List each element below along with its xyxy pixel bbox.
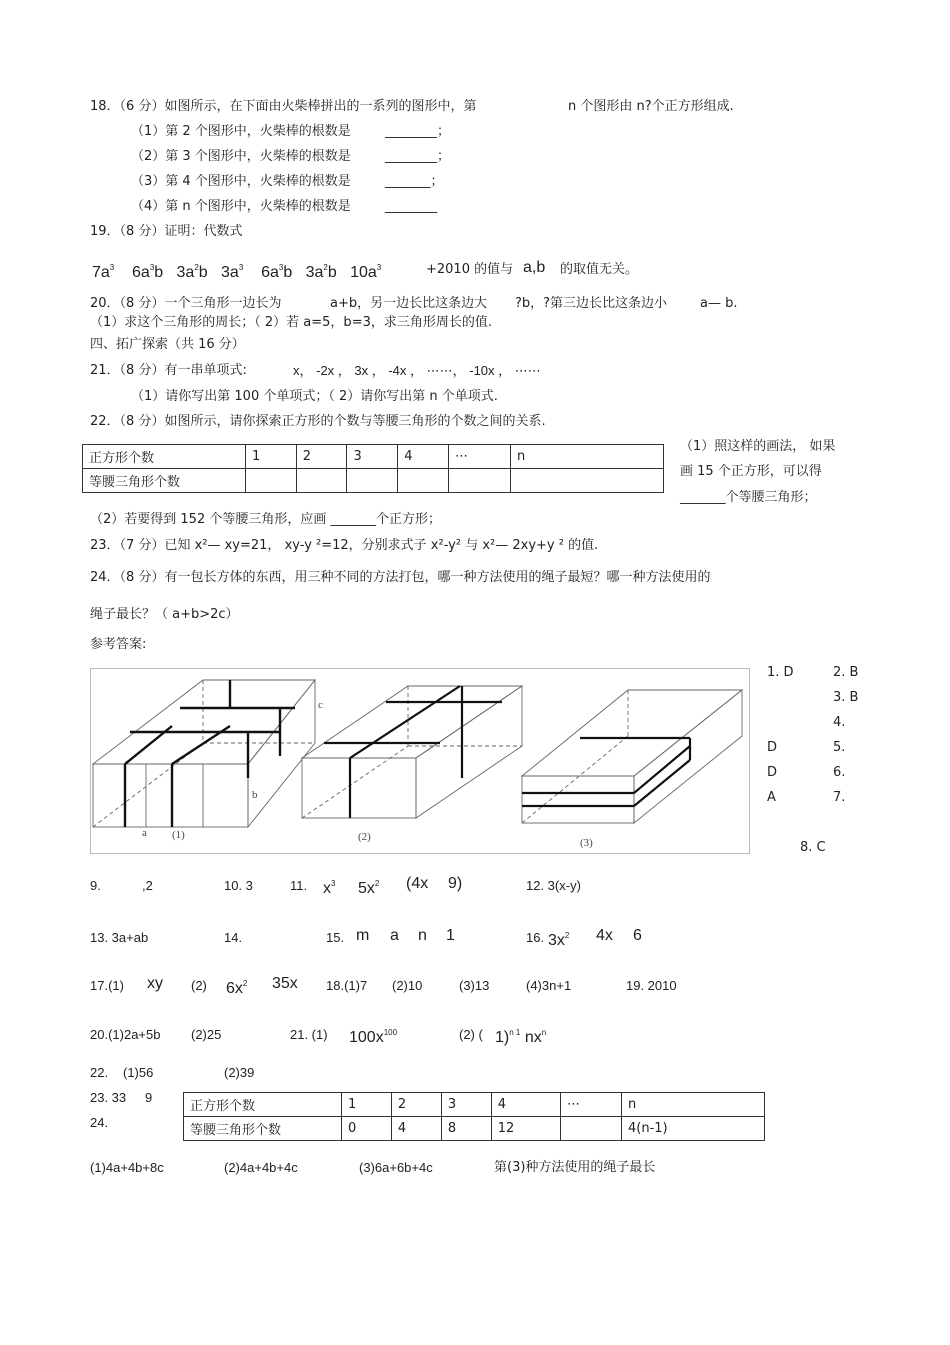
table-cell: 4 — [391, 1117, 441, 1141]
table-cell — [296, 469, 347, 493]
ans-14: 14. — [224, 930, 243, 945]
ans-23: 23. 33 — [90, 1090, 127, 1105]
ans-11-term-2: $5x^2$ — [358, 879, 380, 897]
q19-stem: 19．（8 分）证明：代数式 — [90, 224, 243, 239]
table-cell: 3 — [441, 1093, 491, 1117]
table-cell: 4(n-1) — [622, 1117, 765, 1141]
q18-blank-2: ________； — [385, 149, 451, 164]
table-cell: 等腰三角形个数 — [83, 469, 246, 493]
q18-blank-4: ________ — [385, 199, 437, 214]
ans-18-4: (4)3n+1 — [526, 978, 572, 993]
mc-answer-4: 4. — [833, 715, 846, 730]
table-cell: 1 — [246, 445, 297, 469]
ans-24-conclusion: 第(3)种方法使用的绳子最长 — [494, 1160, 656, 1175]
mc-answer-3: 3. B — [833, 690, 859, 705]
label-c: c — [318, 699, 323, 711]
q22-table-row — [83, 469, 664, 493]
q21-sub: （1）请你写出第 100 个单项式；（ 2）请你写出第 n 个单项式. — [131, 389, 498, 404]
ans-17-2-label: (2) — [191, 978, 207, 993]
q18-item-2: （2）第 3 个图形中，火柴棒的根数是 — [131, 149, 351, 164]
mc-answer-5: 5. — [833, 740, 846, 755]
ans-10: 10. 3 — [224, 878, 253, 893]
ans-13: 13. 3a+ab — [90, 930, 149, 945]
label-fig-3: (3) — [580, 837, 593, 849]
ans-17-1: xy — [147, 975, 163, 992]
table-cell: 4 — [491, 1093, 560, 1117]
q18-item-1: （1）第 2 个图形中，火柴棒的根数是 — [131, 124, 351, 139]
q18-blank-3: _______； — [385, 174, 444, 189]
table-cell: 4 — [398, 445, 449, 469]
q22-side-2: 画 15 个正方形，可以得 — [680, 464, 822, 479]
table-cell — [511, 469, 664, 493]
ans-9-value: ,2 — [142, 878, 153, 893]
q19-tail-1: +2010 的值与 — [426, 262, 514, 277]
q20-stem: 20．（8 分）一个三角形一边长为 — [90, 296, 282, 311]
table-cell: n — [622, 1093, 765, 1117]
q22-stem: 22．（8 分）如图所示，请你探索正方形的个数与等腰三角形的个数之间的关系. — [90, 414, 546, 429]
ans-15-n: n — [418, 927, 427, 944]
ans-15-1: 1 — [446, 927, 455, 944]
mc-answer-6: 6. — [833, 765, 846, 780]
ans-21-2-label: (2) ( — [459, 1027, 483, 1042]
table-cell: 1 — [342, 1093, 392, 1117]
table-cell: 正方形个数 — [83, 445, 246, 469]
ans-12: 12. 3(x-y) — [526, 878, 581, 893]
ans-15-m: m — [356, 927, 370, 944]
mc-answer-8: 8. C — [800, 840, 826, 855]
q23-text: 23．（7 分）已知 x²— xy=21， xy-y ²=12，分别求式子 x²-y² 与 x²— 2xy+y ² 的值. — [90, 538, 599, 553]
mc-answer-6-value: A — [767, 790, 776, 805]
ans-11-term-1: $x^3$ — [323, 879, 336, 897]
table-cell: 等腰三角形个数 — [184, 1117, 342, 1141]
ans-11-term-3: (4x — [406, 875, 429, 892]
table-cell — [561, 1117, 622, 1141]
ans-21-1-label: 21. (1) — [290, 1027, 328, 1042]
mc-answer-1: 1. D — [767, 665, 794, 680]
table-cell: 2 — [391, 1093, 441, 1117]
ans-24: 24. — [90, 1115, 109, 1130]
answer-table-row — [184, 1093, 765, 1117]
answer-table — [183, 1092, 765, 1141]
box-1 — [93, 680, 315, 827]
q19-vars: a,b — [523, 259, 546, 276]
ans-15: 15. — [326, 930, 345, 945]
mc-answer-7: 7. — [833, 790, 846, 805]
ans-18-2: (2)10 — [392, 978, 423, 993]
box-3 — [522, 690, 742, 823]
table-cell: 2 — [296, 445, 347, 469]
box-2 — [302, 686, 522, 818]
q18-item-3: （3）第 4 个图形中，火柴棒的根数是 — [131, 174, 351, 189]
q21-terms: x， -2x ， 3x ， -4x ， ⋯⋯， -10x ， ⋯⋯ — [293, 363, 541, 378]
ans-24-1: (1)4a+4b+8c — [90, 1160, 164, 1175]
ans-24-2: (2)4a+4b+4c — [224, 1160, 298, 1175]
q21-stem: 21．（8 分）有一串单项式: — [90, 363, 247, 378]
ans-21-1-value: $100x^{100}$ — [349, 1028, 398, 1046]
ans-23-value: 9 — [145, 1090, 153, 1105]
table-cell — [347, 469, 398, 493]
q22-table — [82, 444, 664, 493]
ans-20-2: (2)25 — [191, 1027, 222, 1042]
mc-answer-2: 2. B — [833, 665, 859, 680]
ans-16-term-2: 4x — [596, 927, 613, 944]
ans-20-1: 20.(1)2a+5b — [90, 1027, 161, 1042]
label-fig-2: (2) — [358, 831, 371, 843]
q19-expression: $7a^3$ $6a^3b$ $3a^2b$ $3a^3$ $6a^3b$ $3a^2b$ $10a^3$ — [92, 263, 382, 281]
q22-table-row — [83, 445, 664, 469]
ans-22-1: (1)56 — [123, 1065, 154, 1080]
ans-15-a: a — [390, 927, 399, 944]
table-cell: ⋯ — [561, 1093, 622, 1117]
ans-16: 16. — [526, 930, 545, 945]
table-cell: 3 — [347, 445, 398, 469]
q18-stem: 18．（6 分）如图所示，在下面由火柴棒拼出的一系列的图形中，第 — [90, 99, 477, 114]
mc-answer-4-value: D — [767, 740, 778, 755]
q18-stem-end: n 个图形由 n?个正方形组成. — [568, 99, 734, 114]
section-4-title: 四、拓广探索（共 16 分） — [90, 337, 245, 352]
answers-title: 参考答案: — [90, 637, 147, 652]
ans-17-2-term-2: 35x — [272, 975, 298, 992]
ans-18-1: 18.(1)7 — [326, 978, 368, 993]
ans-18-3: (3)13 — [459, 978, 490, 993]
q22-side-3: _______个等腰三角形； — [680, 490, 817, 505]
label-b: b — [252, 789, 258, 801]
table-cell: 8 — [441, 1117, 491, 1141]
label-fig-1: (1) — [172, 829, 185, 841]
ans-11-term-4: 9) — [448, 875, 463, 892]
ans-22: 22. — [90, 1065, 109, 1080]
table-cell: n — [511, 445, 664, 469]
ans-16-term-1: $3x^2$ — [548, 931, 570, 949]
table-cell: ⋯ — [448, 445, 510, 469]
ans-16-term-3: 6 — [633, 927, 642, 944]
q24-line-1: 24．（8 分）有一包长方体的东西，用三种不同的方法打包，哪一种方法使用的绳子最短？哪一种方法使用的 — [90, 570, 711, 585]
ans-24-3: (3)6a+6b+4c — [359, 1160, 433, 1175]
table-cell — [448, 469, 510, 493]
q20-sub: （1）求这个三角形的周长；（ 2）若 a=5，b=3，求三角形周长的值. — [90, 315, 492, 330]
table-cell — [398, 469, 449, 493]
packaging-figure — [90, 668, 750, 854]
label-a: a — [142, 827, 147, 839]
table-cell: 0 — [342, 1117, 392, 1141]
q24-line-2: 绳子最长？（ a+b>2c） — [90, 607, 239, 622]
ans-19: 19. 2010 — [626, 978, 677, 993]
q18-blank-1: ________； — [385, 124, 451, 139]
ans-17-2-term-1: $6x^2$ — [226, 979, 248, 997]
q20-amb: a— b. — [700, 296, 738, 311]
answer-table-row — [184, 1117, 765, 1141]
q18-item-4: （4）第 n 个图形中，火柴棒的根数是 — [131, 199, 351, 214]
q19-tail-2: 的取值无关。 — [560, 262, 639, 277]
ans-11: 11. — [290, 878, 308, 893]
q22-side-1: （1）照这样的画法， 如果 — [680, 439, 836, 454]
ans-21-2-value: 1)$^{n 1}$ $nx^n$ — [495, 1028, 547, 1046]
q20-ab: a+b，另一边长比这条边大 — [330, 296, 488, 311]
q22-sub-2: （2）若要得到 152 个等腰三角形，应画 _______个正方形； — [90, 512, 441, 527]
table-cell — [246, 469, 297, 493]
ans-22-2: (2)39 — [224, 1065, 255, 1080]
q20-b: ?b，?第三边长比这条边小 — [515, 296, 668, 311]
mc-answer-5-value: D — [767, 765, 778, 780]
ans-17: 17.(1) — [90, 978, 124, 993]
table-cell: 12 — [491, 1117, 560, 1141]
table-cell: 正方形个数 — [184, 1093, 342, 1117]
ans-9: 9. — [90, 878, 101, 893]
